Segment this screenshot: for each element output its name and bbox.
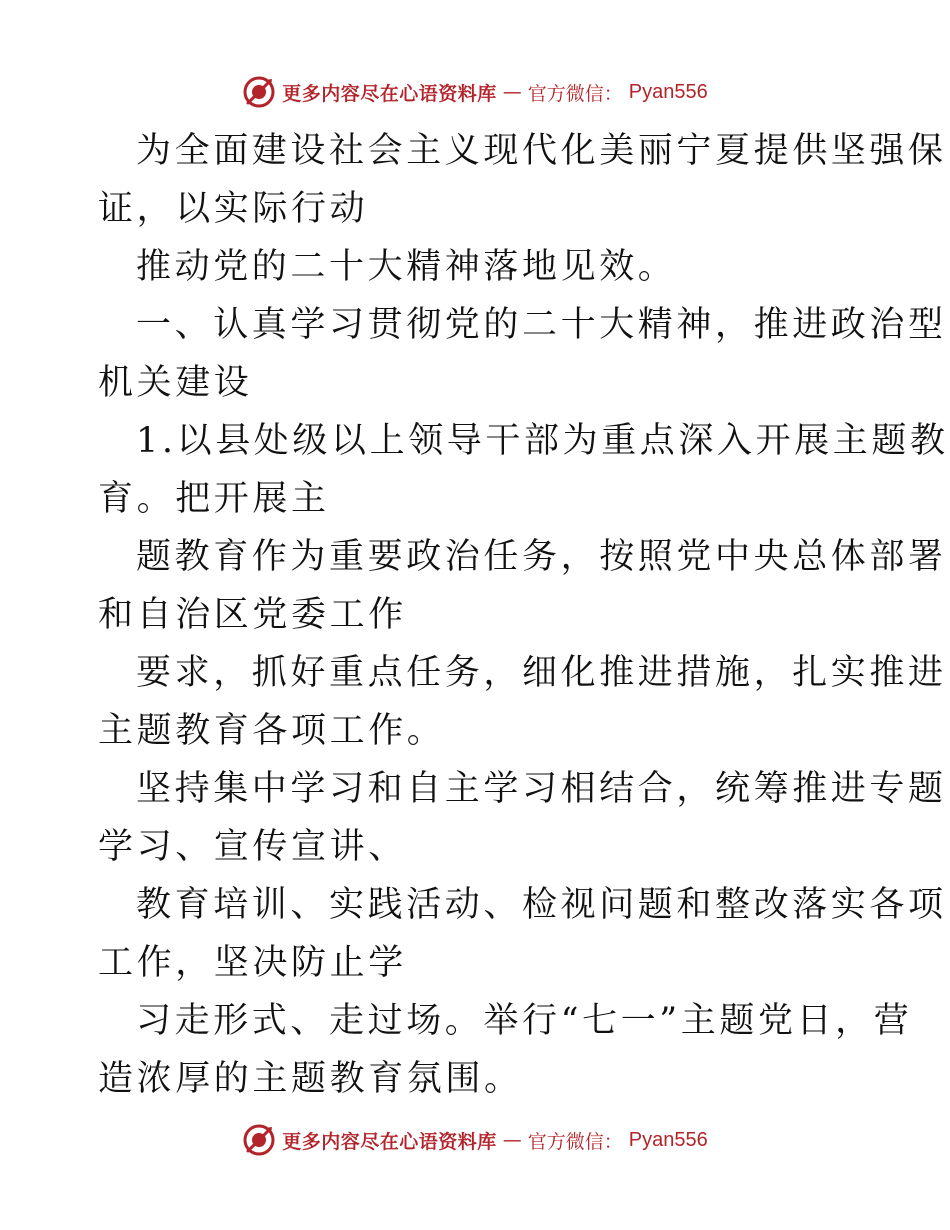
document-line: 题教育作为重要政治任务，按照党中央总体部署	[136, 537, 947, 577]
document-line: 要求，抓好重点任务，细化推进措施，扎实推进	[136, 653, 947, 693]
document-line: 证，以实际行动	[98, 189, 369, 229]
banner-text: 更多内容尽在心语资料库	[282, 82, 497, 105]
document-line: 育。把开展主	[98, 479, 330, 519]
document-line: 推动党的二十大精神落地见效。	[136, 247, 677, 287]
document-body	[98, 122, 949, 1108]
document-line: 主题教育各项工作。	[98, 711, 446, 751]
document-line: 教育培训、实践活动、检视问题和整改落实各项	[136, 885, 947, 925]
document-line: 坚持集中学习和自主学习相结合，统筹推进专题	[136, 769, 947, 809]
footer-banner	[0, 1120, 950, 1160]
document-line: 习走形式、走过场。举行“七一”主题党日，营	[136, 1001, 913, 1041]
banner-wechat-id: Pyan556	[628, 80, 708, 103]
banner-text: 更多内容尽在心语资料库	[282, 1130, 497, 1153]
banner-wechat-label: 官方微信：	[527, 1130, 623, 1153]
banner-wechat-id: Pyan556	[628, 1128, 708, 1151]
document-line: 机关建设	[98, 363, 253, 403]
document-line: 工作，坚决防止学	[98, 943, 407, 983]
header-banner	[0, 72, 950, 112]
document-line: 1.以县处级以上领导干部为重点深入开展主题教	[136, 421, 949, 461]
banner-wechat-label: 官方微信：	[527, 82, 623, 105]
document-line: 和自治区党委工作	[98, 595, 407, 635]
banner-separator: —	[502, 1129, 522, 1151]
brand-logo-icon	[242, 1123, 276, 1157]
brand-logo-icon	[242, 75, 276, 109]
document-line: 一、认真学习贯彻党的二十大精神，推进政治型	[136, 305, 947, 345]
banner-separator: —	[502, 81, 522, 103]
document-line: 造浓厚的主题教育氛围。	[98, 1059, 523, 1099]
document-line: 为全面建设社会主义现代化美丽宁夏提供坚强保	[136, 131, 947, 171]
document-line: 学习、宣传宣讲、	[98, 827, 407, 867]
